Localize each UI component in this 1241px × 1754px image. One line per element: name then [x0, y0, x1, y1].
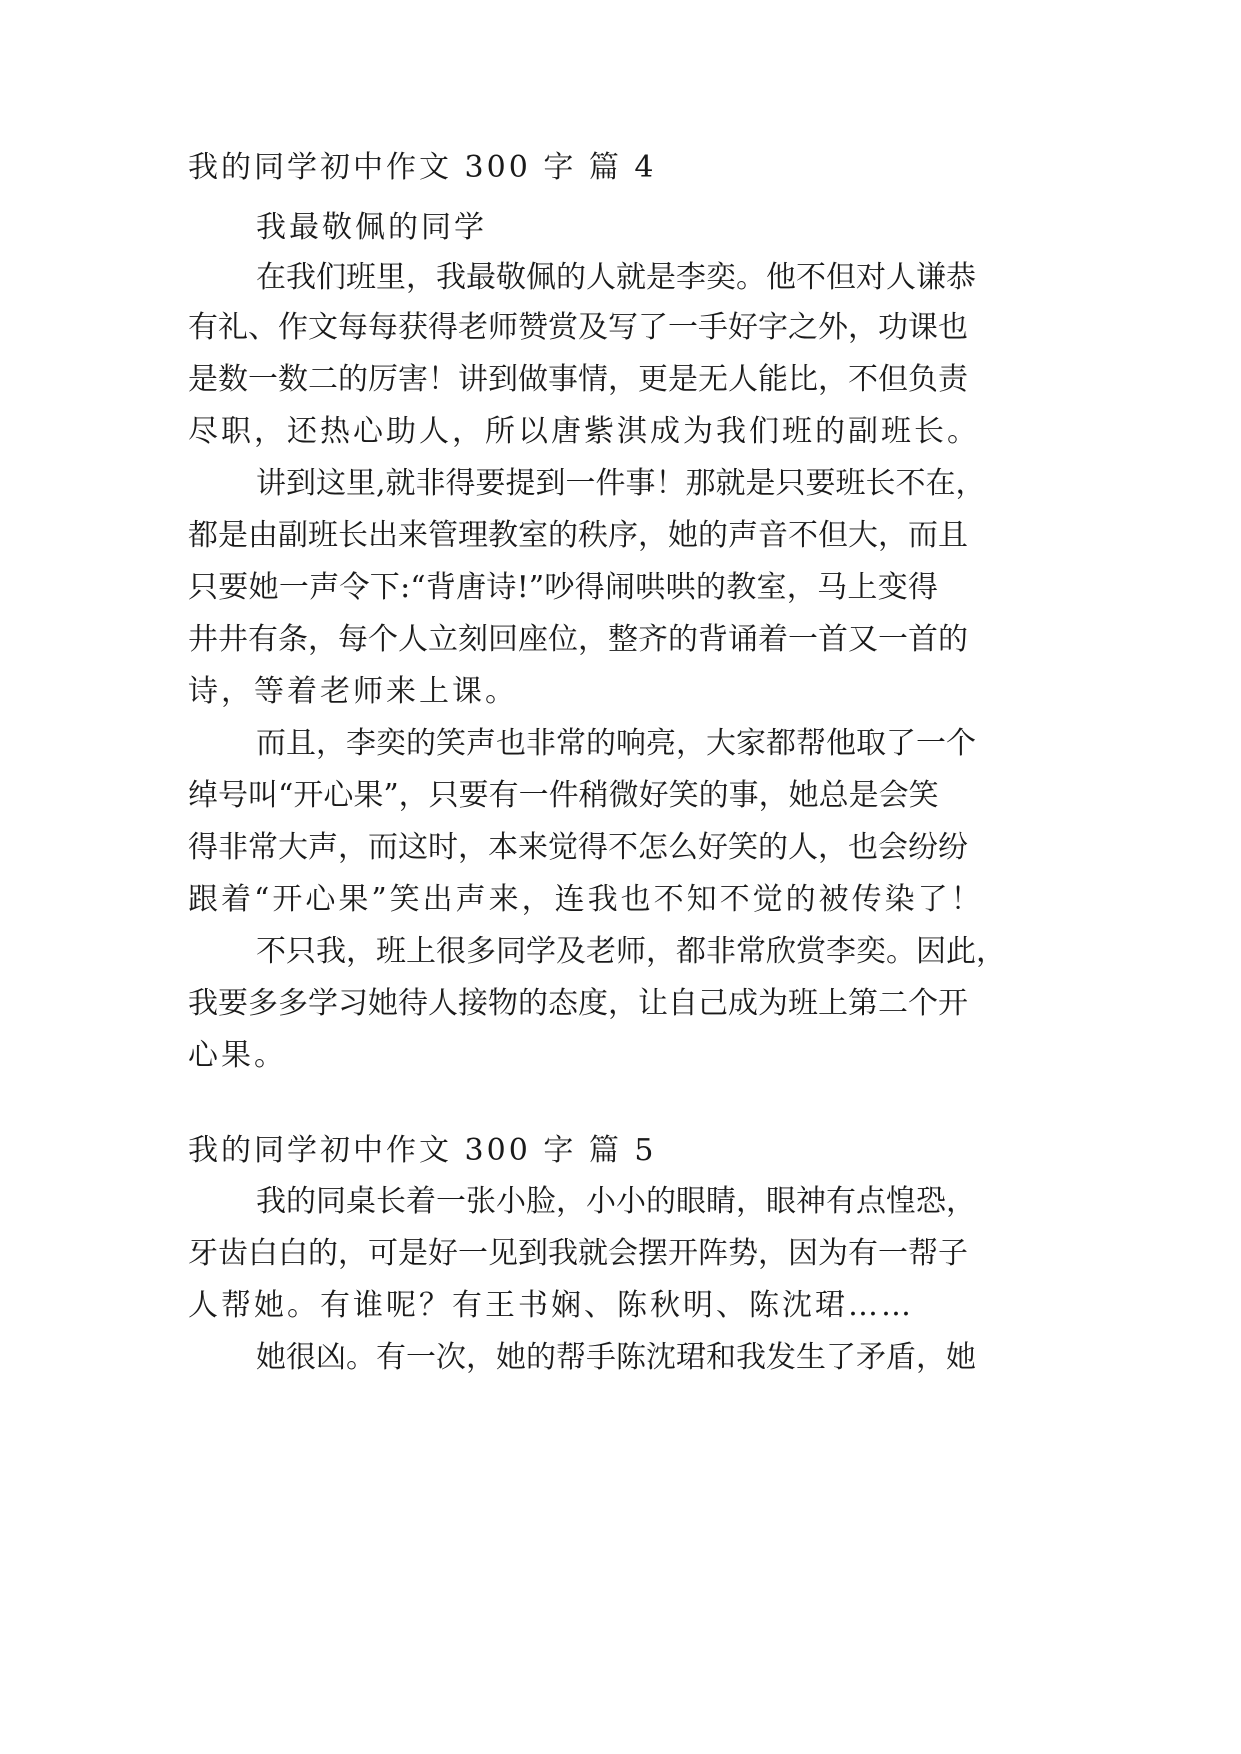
paragraph-line: 都是由副班长出来管理教室的秩序，她的声音不但大，而且 — [188, 518, 968, 553]
paragraph-line: 我要多多学习她待人接物的态度，让自己成为班上第二个开 — [188, 986, 968, 1021]
paragraph-line: 不只我，班上很多同学及老师，都非常欣赏李奕。因此， — [256, 934, 1006, 969]
paragraph-line: 井井有条，每个人立刻回座位，整齐的背诵着一首又一首的 — [188, 622, 968, 657]
paragraph-line: 牙齿白白的，可是好一见到我就会摆开阵势，因为有一帮子 — [188, 1236, 968, 1271]
paragraph-line: 人帮她。有谁呢？有王书娴、陈秋明、陈沈珺…… — [188, 1288, 914, 1323]
paragraph-line: 只要她一声令下:“背唐诗!”吵得闹哄哄的教室，马上变得 — [188, 570, 938, 605]
paragraph-line: 有礼、作文每每获得老师赞赏及写了一手好字之外，功课也 — [188, 310, 968, 345]
section-4-heading: 我的同学初中作文 300 字 篇 4 — [188, 150, 657, 185]
paragraph-line: 是数一数二的厉害！讲到做事情，更是无人能比，不但负责 — [188, 362, 968, 397]
paragraph-line: 尽职，还热心助人，所以唐紫淇成为我们班的副班长。 — [188, 414, 980, 449]
section-5-heading: 我的同学初中作文 300 字 篇 5 — [188, 1133, 657, 1168]
paragraph-line: 心果。 — [188, 1038, 287, 1073]
paragraph-line: 讲到这里,就非得要提到一件事！那就是只要班长不在， — [256, 466, 986, 501]
paragraph-line: 她很凶。有一次，她的帮手陈沈珺和我发生了矛盾，她 — [256, 1340, 976, 1375]
paragraph-line: 跟着“开心果”笑出声来，连我也不知不觉的被传染了！ — [188, 882, 984, 917]
paragraph-line: 绰号叫“开心果”，只要有一件稍微好笑的事，她总是会笑 — [188, 778, 939, 813]
section-4-subtitle: 我最敬佩的同学 — [256, 210, 487, 245]
paragraph-line: 而且，李奕的笑声也非常的响亮，大家都帮他取了一个 — [256, 726, 976, 761]
paragraph-line: 得非常大声，而这时，本来觉得不怎么好笑的人，也会纷纷 — [188, 830, 968, 865]
paragraph-line: 在我们班里，我最敬佩的人就是李奕。他不但对人谦恭 — [256, 260, 976, 295]
paragraph-line: 我的同桌长着一张小脸，小小的眼睛，眼神有点惶恐， — [256, 1184, 976, 1219]
paragraph-line: 诗，等着老师来上课。 — [188, 674, 518, 709]
